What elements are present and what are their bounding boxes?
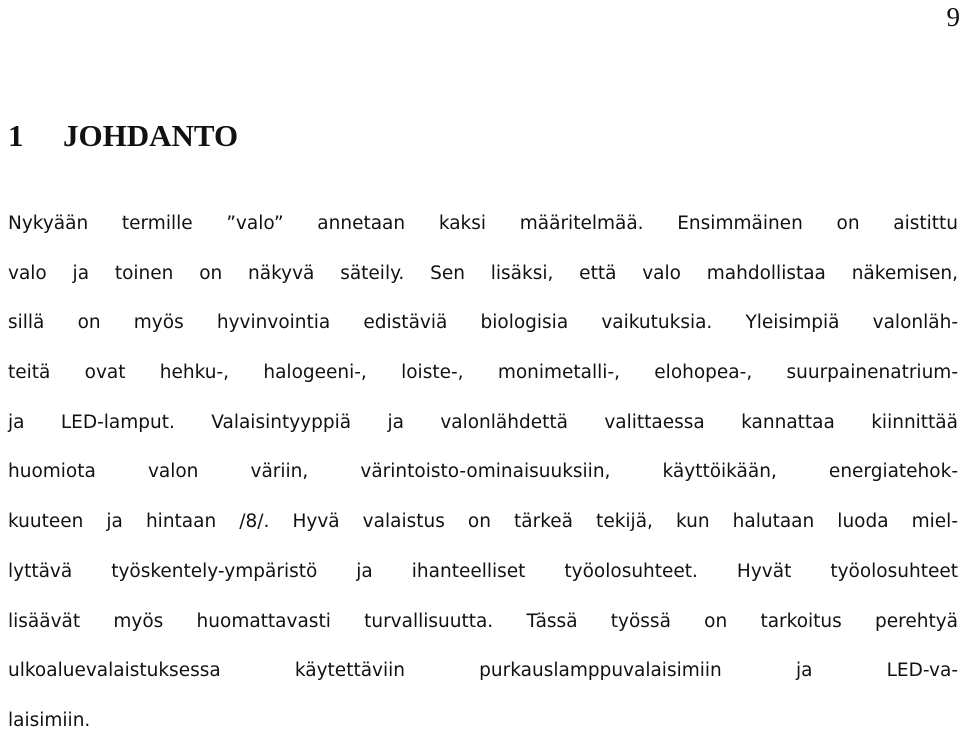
chapter-heading xyxy=(8,118,238,154)
paragraph-line: Nykyään termille ”valo” annetaan kaksi määritelmää. Ensimmäinen on aistittu xyxy=(8,213,958,234)
paragraph-line: valo ja toinen on näkyvä säteily. Sen lisäksi, että valo mahdollistaa näkemisen, xyxy=(8,263,958,284)
paragraph-line: lyttävä työskentely-ympäristö ja ihanteelliset työolosuhteet. Hyvät työolosuhteet xyxy=(8,561,958,582)
paragraph-line: ja LED-lamput. Valaisintyyppiä ja valonlähdettä valittaessa kannattaa kiinnittää xyxy=(8,412,958,433)
chapter-title: JOHDANTO xyxy=(63,118,239,153)
paragraph-line: teitä ovat hehku-, halogeeni-, loiste-, monimetalli-, elohopea-, suurpainenatrium- xyxy=(8,362,958,383)
chapter-number: 1 xyxy=(8,118,24,153)
paragraph-line: lisäävät myös huomattavasti turvallisuutta. Tässä työssä on tarkoitus perehtyä xyxy=(8,611,958,632)
paragraph-line: sillä on myös hyvinvointia edistäviä biologisia vaikutuksia. Yleisimpiä valonläh- xyxy=(8,312,958,333)
paragraph-line: laisimiin. xyxy=(8,710,91,731)
paragraph-line: ulkoaluevalaistuksessa käytettäviin purkauslamppuvalaisimiin ja LED-va- xyxy=(8,660,958,681)
paragraph-line: kuuteen ja hintaan /8/. Hyvä valaistus on tärkeä tekijä, kun halutaan luoda miel- xyxy=(8,511,958,532)
paragraph-line: huomiota valon väriin, värintoisto-ominaisuuksiin, käyttöikään, energiatehok- xyxy=(8,461,958,482)
page-number: 9 xyxy=(946,2,960,32)
